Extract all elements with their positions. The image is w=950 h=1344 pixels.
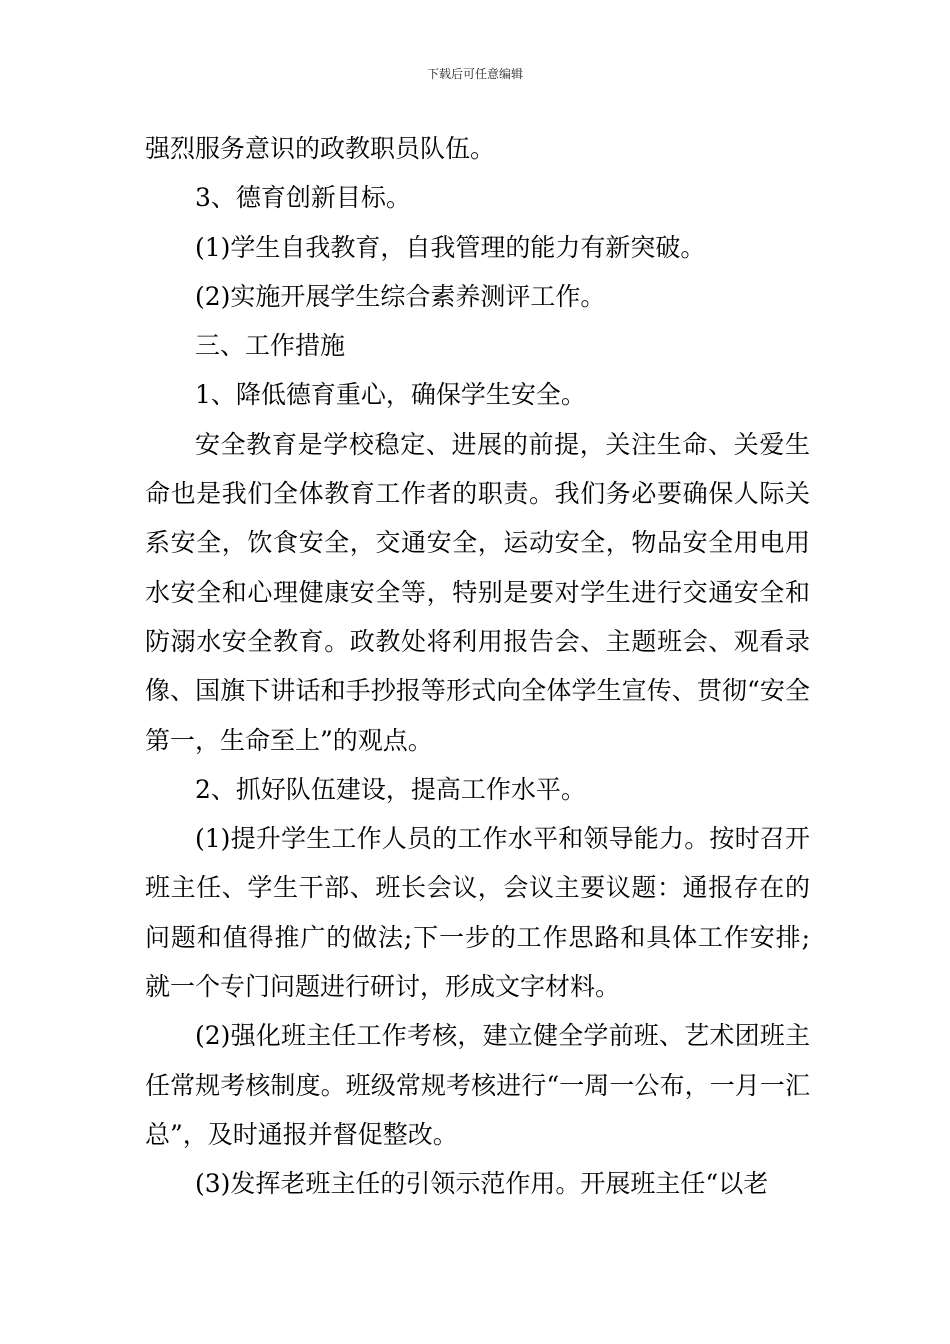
paragraph: (2)实施开展学生综合素养测评工作。 bbox=[195, 281, 606, 311]
section-heading: 三、工作措施 bbox=[195, 331, 346, 361]
paragraph: 安全教育是学校稳定、进展的前提，关注生命、关爱生命也是我们全体教育工作者的职责。我们务必要确保人际关系安全，饮食安全，交通安全，运动安全，物品安全用电用水安全和心理健康安全等，特别是要对学生进行交通安全和防溺水安全教育。政教处将利用报告会、主题班会、观看录像、国旗下讲话和手抄报等形式向全体学生宣传、贯彻“安全第一，生命至上”的观点。 bbox=[145, 429, 810, 755]
section-heading: 2、抓好队伍建设，提高工作水平。 bbox=[195, 774, 586, 804]
page-header: 下载后可任意编辑 bbox=[426, 67, 523, 81]
paragraph: (1)学生自我教育，自我管理的能力有新突破。 bbox=[195, 232, 706, 262]
document-body bbox=[145, 124, 810, 1209]
paragraph: (3)发挥老班主任的引领示范作用。开展班主任“以老 bbox=[195, 1169, 769, 1199]
paragraph: 强烈服务意识的政教职员队伍。 bbox=[145, 134, 496, 163]
section-heading: 3、德育创新目标。 bbox=[195, 183, 411, 213]
paragraph: (1)提升学生工作人员的工作水平和领导能力。按时召开班主任、学生干部、班长会议，会议主要议题：通报存在的问题和值得推广的做法;下一步的工作思路和具体工作安排;就一个专门问题进行研讨，形成文字材料。 bbox=[145, 824, 810, 1002]
section-heading: 1、降低德育重心，确保学生安全。 bbox=[195, 380, 586, 410]
paragraph: (2)强化班主任工作考核，建立健全学前班、艺术团班主任常规考核制度。班级常规考核进行“一周一公布，一月一汇总”，及时通报并督促整改。 bbox=[145, 1021, 810, 1149]
